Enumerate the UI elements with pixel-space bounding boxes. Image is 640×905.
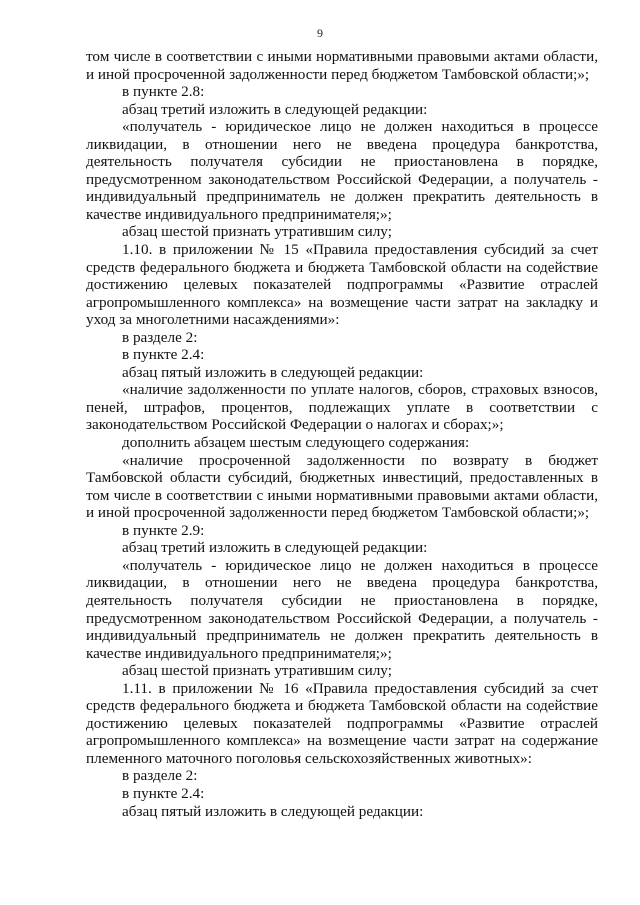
paragraph-point-2-9: в пункте 2.9: (122, 521, 205, 539)
paragraph-continuation: том числе в соответствии с иными нормативными правовыми актами области, (86, 48, 598, 65)
paragraph-fifth-abzac-b: абзац пятый изложить в следующей редакции: (122, 802, 424, 820)
paragraph-point-2-4: в пункте 2.4: (122, 346, 205, 364)
paragraph-add-sixth: дополнить абзацем шестым следующего содержания: (122, 434, 470, 452)
paragraph-fifth-abzac: абзац пятый изложить в следующей редакции: (122, 363, 424, 381)
paragraph-section-2: в разделе 2: (122, 328, 198, 346)
paragraph-point-2-4-b: в пункте 2.4: (122, 784, 205, 802)
paragraph-third-abzac-2: абзац третий изложить в следующей редакции: (122, 539, 428, 557)
paragraph-recipient-quote-2: «получатель - юридическое лицо не должен находиться в процессе ликвидации, в отношении него не введена процедура банкротства, деятельность получателя субсидии не приостановлена в порядке, предусмотренном законодательством Российской Федерации, а получатель - индивидуальный предприниматель не должен прекратить деятельность в качестве индивидуального предпринимателя;»; (86, 556, 598, 662)
page-number: 9 (317, 26, 323, 40)
document-body (86, 48, 598, 820)
paragraph-1-10: 1.10. в приложении № 15 «Правила предоставления субсидий за счет средств федерального бюджета и бюджета Тамбовской области на содействие достижению целевых показателей подпрограммы «Развитие отраслей агропромышленного комплекса» на возмещение части затрат на закладку и уход за многолетними насаждениями»: (86, 241, 598, 329)
paragraph-sixth-void-2: абзац шестой признать утратившим силу; (122, 662, 392, 680)
paragraph-1-11: 1.11. в приложении № 16 «Правила предоставления субсидий за счет средств федерального бюджета и бюджета Тамбовской области на содействие достижению целевых показателей подпрограммы «Развитие отраслей агропромышленного комплекса» на возмещение части затрат на содержание племенного маточного поголовья сельскохозяйственных животных»: (86, 679, 598, 767)
paragraph-third-abzac: абзац третий изложить в следующей редакции: (122, 100, 428, 118)
paragraph-point-2-8: в пункте 2.8: (122, 83, 205, 101)
paragraph-sixth-void: абзац шестой признать утратившим силу; (122, 223, 392, 241)
paragraph-overdue-debt-quote: «наличие просроченной задолженности по возврату в бюджет Тамбовской области субсидий, бюджетных инвестиций, предоставленных в том числе в соответствии с иными нормативными правовыми актами области, и иной просроченной задолженности перед бюджетом Тамбовской области;»; (86, 451, 598, 522)
paragraph-recipient-quote: «получатель - юридическое лицо не должен находиться в процессе ликвидации, в отношении него не введена процедура банкротства, деятельность получателя субсидии не приостановлена в порядке, предусмотренном законодательством Российской Федерации, а получатель - индивидуальный предприниматель не должен прекратить деятельность в качестве индивидуального предпринимателя;»; (86, 118, 598, 223)
paragraph-section-2-b: в разделе 2: (122, 767, 198, 785)
paragraph-continuation-end: и иной просроченной задолженности перед бюджетом Тамбовской области;»; (86, 65, 590, 83)
paragraph-tax-debt-quote: «наличие задолженности по уплате налогов, сборов, страховых взносов, пеней, штрафов, процентов, подлежащих уплате в соответствии с законодательством Российской Федерации о налогах и сборах;»; (86, 381, 598, 434)
